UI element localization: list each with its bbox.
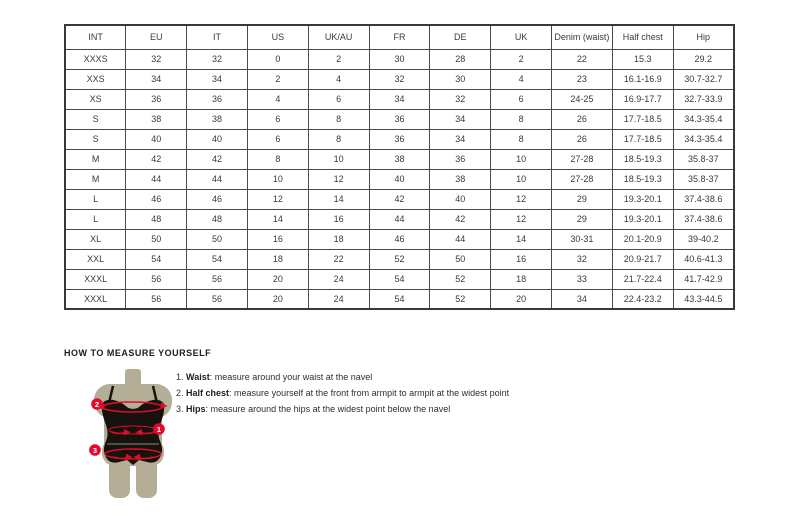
table-row — [65, 109, 734, 129]
badge-1-number: 1 — [156, 424, 162, 434]
table-cell: 35.8-37 — [673, 149, 734, 169]
table-cell: 40 — [126, 129, 187, 149]
table-cell: 21.7-22.4 — [612, 269, 673, 289]
column-header: DE — [430, 25, 491, 49]
step-text: : measure around the hips at the widest point below the navel — [205, 404, 451, 414]
table-row — [65, 269, 734, 289]
table-cell: 20.1-20.9 — [612, 229, 673, 249]
table-cell: 18 — [247, 249, 308, 269]
table-cell: 8 — [491, 129, 552, 149]
table-cell: 18.5-19.3 — [612, 169, 673, 189]
mannequin-right-leg — [136, 456, 157, 498]
table-row — [65, 89, 734, 109]
table-cell: 41.7-42.9 — [673, 269, 734, 289]
table-cell: 10 — [308, 149, 369, 169]
table-cell: L — [65, 209, 126, 229]
table-cell: 18 — [308, 229, 369, 249]
table-cell: 37.4-38.6 — [673, 209, 734, 229]
table-cell: 12 — [247, 189, 308, 209]
table-cell: 19.3-20.1 — [612, 189, 673, 209]
table-cell: 38 — [126, 109, 187, 129]
table-cell: 8 — [247, 149, 308, 169]
table-cell: 33 — [552, 269, 613, 289]
table-cell: 32 — [126, 49, 187, 69]
table-cell: 24 — [308, 289, 369, 309]
badge-3-number: 3 — [92, 445, 98, 455]
column-header: Half chest — [612, 25, 673, 49]
table-cell: 26 — [552, 109, 613, 129]
table-cell: 32 — [187, 49, 248, 69]
table-cell: 42 — [126, 149, 187, 169]
table-cell: 44 — [430, 229, 491, 249]
table-cell: 24 — [308, 269, 369, 289]
table-cell: 23 — [552, 69, 613, 89]
step-text: : measure around your waist at the navel — [209, 372, 373, 382]
step-number: 1. — [176, 372, 184, 382]
table-cell: 6 — [308, 89, 369, 109]
table-cell: 12 — [308, 169, 369, 189]
table-cell: 36 — [187, 89, 248, 109]
mannequin-illustration-icon — [78, 368, 188, 508]
table-cell: 24-25 — [552, 89, 613, 109]
table-cell: 34.3-35.4 — [673, 109, 734, 129]
table-row — [65, 149, 734, 169]
table-cell: 0 — [247, 49, 308, 69]
table-cell: 6 — [491, 89, 552, 109]
table-cell: 32 — [369, 69, 430, 89]
size-chart-table — [64, 24, 735, 310]
table-cell: 37.4-38.6 — [673, 189, 734, 209]
measure-steps — [176, 369, 596, 417]
table-cell: 39-40.2 — [673, 229, 734, 249]
table-row — [65, 69, 734, 89]
table-row — [65, 189, 734, 209]
column-header: Denim (waist) — [552, 25, 613, 49]
table-cell: 32 — [552, 249, 613, 269]
table-cell: 8 — [308, 109, 369, 129]
table-cell: 34 — [187, 69, 248, 89]
table-row — [65, 289, 734, 309]
table-cell: 16.9-17.7 — [612, 89, 673, 109]
table-cell: 15.3 — [612, 49, 673, 69]
table-row — [65, 229, 734, 249]
table-cell: 12 — [491, 189, 552, 209]
table-cell: 44 — [126, 169, 187, 189]
table-cell: 4 — [308, 69, 369, 89]
table-cell: 36 — [369, 109, 430, 129]
table-cell: XXL — [65, 249, 126, 269]
table-cell: XXXL — [65, 269, 126, 289]
table-cell: 2 — [491, 49, 552, 69]
table-cell: 20 — [491, 289, 552, 309]
table-cell: 34 — [430, 129, 491, 149]
table-cell: 2 — [308, 49, 369, 69]
table-cell: 38 — [369, 149, 430, 169]
measure-step — [176, 385, 596, 401]
table-cell: 36 — [126, 89, 187, 109]
table-cell: 14 — [491, 229, 552, 249]
table-cell: 27-28 — [552, 149, 613, 169]
table-cell: XXXL — [65, 289, 126, 309]
table-cell: 46 — [126, 189, 187, 209]
table-cell: 40 — [430, 189, 491, 209]
column-header: US — [247, 25, 308, 49]
table-cell: 42 — [430, 209, 491, 229]
table-cell: 32 — [430, 89, 491, 109]
measure-step — [176, 369, 596, 385]
table-cell: 34 — [126, 69, 187, 89]
table-cell: 38 — [430, 169, 491, 189]
table-cell: 40 — [187, 129, 248, 149]
table-cell: 8 — [308, 129, 369, 149]
table-cell: 17.7-18.5 — [612, 129, 673, 149]
table-cell: 52 — [430, 289, 491, 309]
column-header: EU — [126, 25, 187, 49]
table-cell: 10 — [491, 169, 552, 189]
table-cell: L — [65, 189, 126, 209]
table-cell: 40 — [369, 169, 430, 189]
table-cell: 52 — [369, 249, 430, 269]
table-cell: 40.6-41.3 — [673, 249, 734, 269]
table-cell: 34 — [552, 289, 613, 309]
table-cell: S — [65, 129, 126, 149]
table-cell: XS — [65, 89, 126, 109]
table-header-row — [65, 25, 734, 49]
table-cell: 20 — [247, 289, 308, 309]
table-cell: 54 — [126, 249, 187, 269]
table-row — [65, 49, 734, 69]
table-cell: 16 — [308, 209, 369, 229]
table-cell: 52 — [430, 269, 491, 289]
table-cell: 34 — [430, 109, 491, 129]
column-header: INT — [65, 25, 126, 49]
table-cell: 56 — [187, 289, 248, 309]
step-label: Waist — [186, 372, 210, 382]
table-cell: 44 — [187, 169, 248, 189]
table-cell: 50 — [126, 229, 187, 249]
table-cell: 10 — [491, 149, 552, 169]
column-header: UK/AU — [308, 25, 369, 49]
table-cell: 8 — [491, 109, 552, 129]
table-cell: 18 — [491, 269, 552, 289]
table-cell: 34 — [369, 89, 430, 109]
table-cell: 30.7-32.7 — [673, 69, 734, 89]
column-header: IT — [187, 25, 248, 49]
table-header — [65, 25, 734, 49]
table-cell: 29 — [552, 189, 613, 209]
table-cell: XXXS — [65, 49, 126, 69]
step-label: Half chest — [186, 388, 230, 398]
table-cell: 38 — [187, 109, 248, 129]
table-cell: 16 — [247, 229, 308, 249]
table-cell: S — [65, 109, 126, 129]
table-cell: 54 — [369, 269, 430, 289]
table-cell: 6 — [247, 129, 308, 149]
badge-2-number: 2 — [94, 399, 100, 409]
table-cell: 44 — [369, 209, 430, 229]
table-cell: 16 — [491, 249, 552, 269]
table-cell: XL — [65, 229, 126, 249]
table-cell: 42 — [369, 189, 430, 209]
table-cell: 56 — [126, 269, 187, 289]
measurement-figure — [78, 368, 188, 508]
step-number: 2. — [176, 388, 184, 398]
table-cell: XXS — [65, 69, 126, 89]
table-cell: 43.3-44.5 — [673, 289, 734, 309]
table-cell: M — [65, 149, 126, 169]
column-header: UK — [491, 25, 552, 49]
table-cell: 20 — [247, 269, 308, 289]
table-cell: 29 — [552, 209, 613, 229]
table-cell: 36 — [369, 129, 430, 149]
table-cell: 34.3-35.4 — [673, 129, 734, 149]
table-cell: 12 — [491, 209, 552, 229]
mannequin-left-leg — [109, 456, 130, 498]
table-cell: M — [65, 169, 126, 189]
table-row — [65, 249, 734, 269]
measure-section-title: HOW TO MEASURE YOURSELF — [64, 348, 212, 358]
table-cell: 35.8-37 — [673, 169, 734, 189]
table-row — [65, 129, 734, 149]
table-cell: 46 — [187, 189, 248, 209]
table-cell: 54 — [187, 249, 248, 269]
table-cell: 50 — [187, 229, 248, 249]
table-cell: 54 — [369, 289, 430, 309]
table-cell: 22 — [308, 249, 369, 269]
table-cell: 14 — [247, 209, 308, 229]
table-row — [65, 209, 734, 229]
table-cell: 30 — [430, 69, 491, 89]
table-cell: 56 — [187, 269, 248, 289]
table-cell: 4 — [491, 69, 552, 89]
step-text: : measure yourself at the front from armpit to armpit at the widest point — [229, 388, 510, 398]
table-cell: 10 — [247, 169, 308, 189]
table-cell: 48 — [187, 209, 248, 229]
table-row — [65, 169, 734, 189]
table-cell: 30 — [369, 49, 430, 69]
table-cell: 48 — [126, 209, 187, 229]
table-cell: 14 — [308, 189, 369, 209]
column-header: FR — [369, 25, 430, 49]
measure-step — [176, 401, 596, 417]
table-cell: 56 — [126, 289, 187, 309]
table-cell: 17.7-18.5 — [612, 109, 673, 129]
table-cell: 6 — [247, 109, 308, 129]
table-cell: 28 — [430, 49, 491, 69]
table-cell: 16.1-16.9 — [612, 69, 673, 89]
step-number: 3. — [176, 404, 184, 414]
table-cell: 19.3-20.1 — [612, 209, 673, 229]
table-cell: 30-31 — [552, 229, 613, 249]
table-cell: 36 — [430, 149, 491, 169]
table-cell: 50 — [430, 249, 491, 269]
table-cell: 26 — [552, 129, 613, 149]
table-cell: 22 — [552, 49, 613, 69]
table-cell: 20.9-21.7 — [612, 249, 673, 269]
mannequin-neck — [125, 369, 141, 386]
step-label: Hips — [186, 404, 206, 414]
table-cell: 27-28 — [552, 169, 613, 189]
table-cell: 46 — [369, 229, 430, 249]
column-header: Hip — [673, 25, 734, 49]
table-body — [65, 49, 734, 309]
table-cell: 22.4-23.2 — [612, 289, 673, 309]
table-cell: 32.7-33.9 — [673, 89, 734, 109]
table-cell: 4 — [247, 89, 308, 109]
table-cell: 42 — [187, 149, 248, 169]
table-cell: 2 — [247, 69, 308, 89]
table-cell: 18.5-19.3 — [612, 149, 673, 169]
table-cell: 29.2 — [673, 49, 734, 69]
